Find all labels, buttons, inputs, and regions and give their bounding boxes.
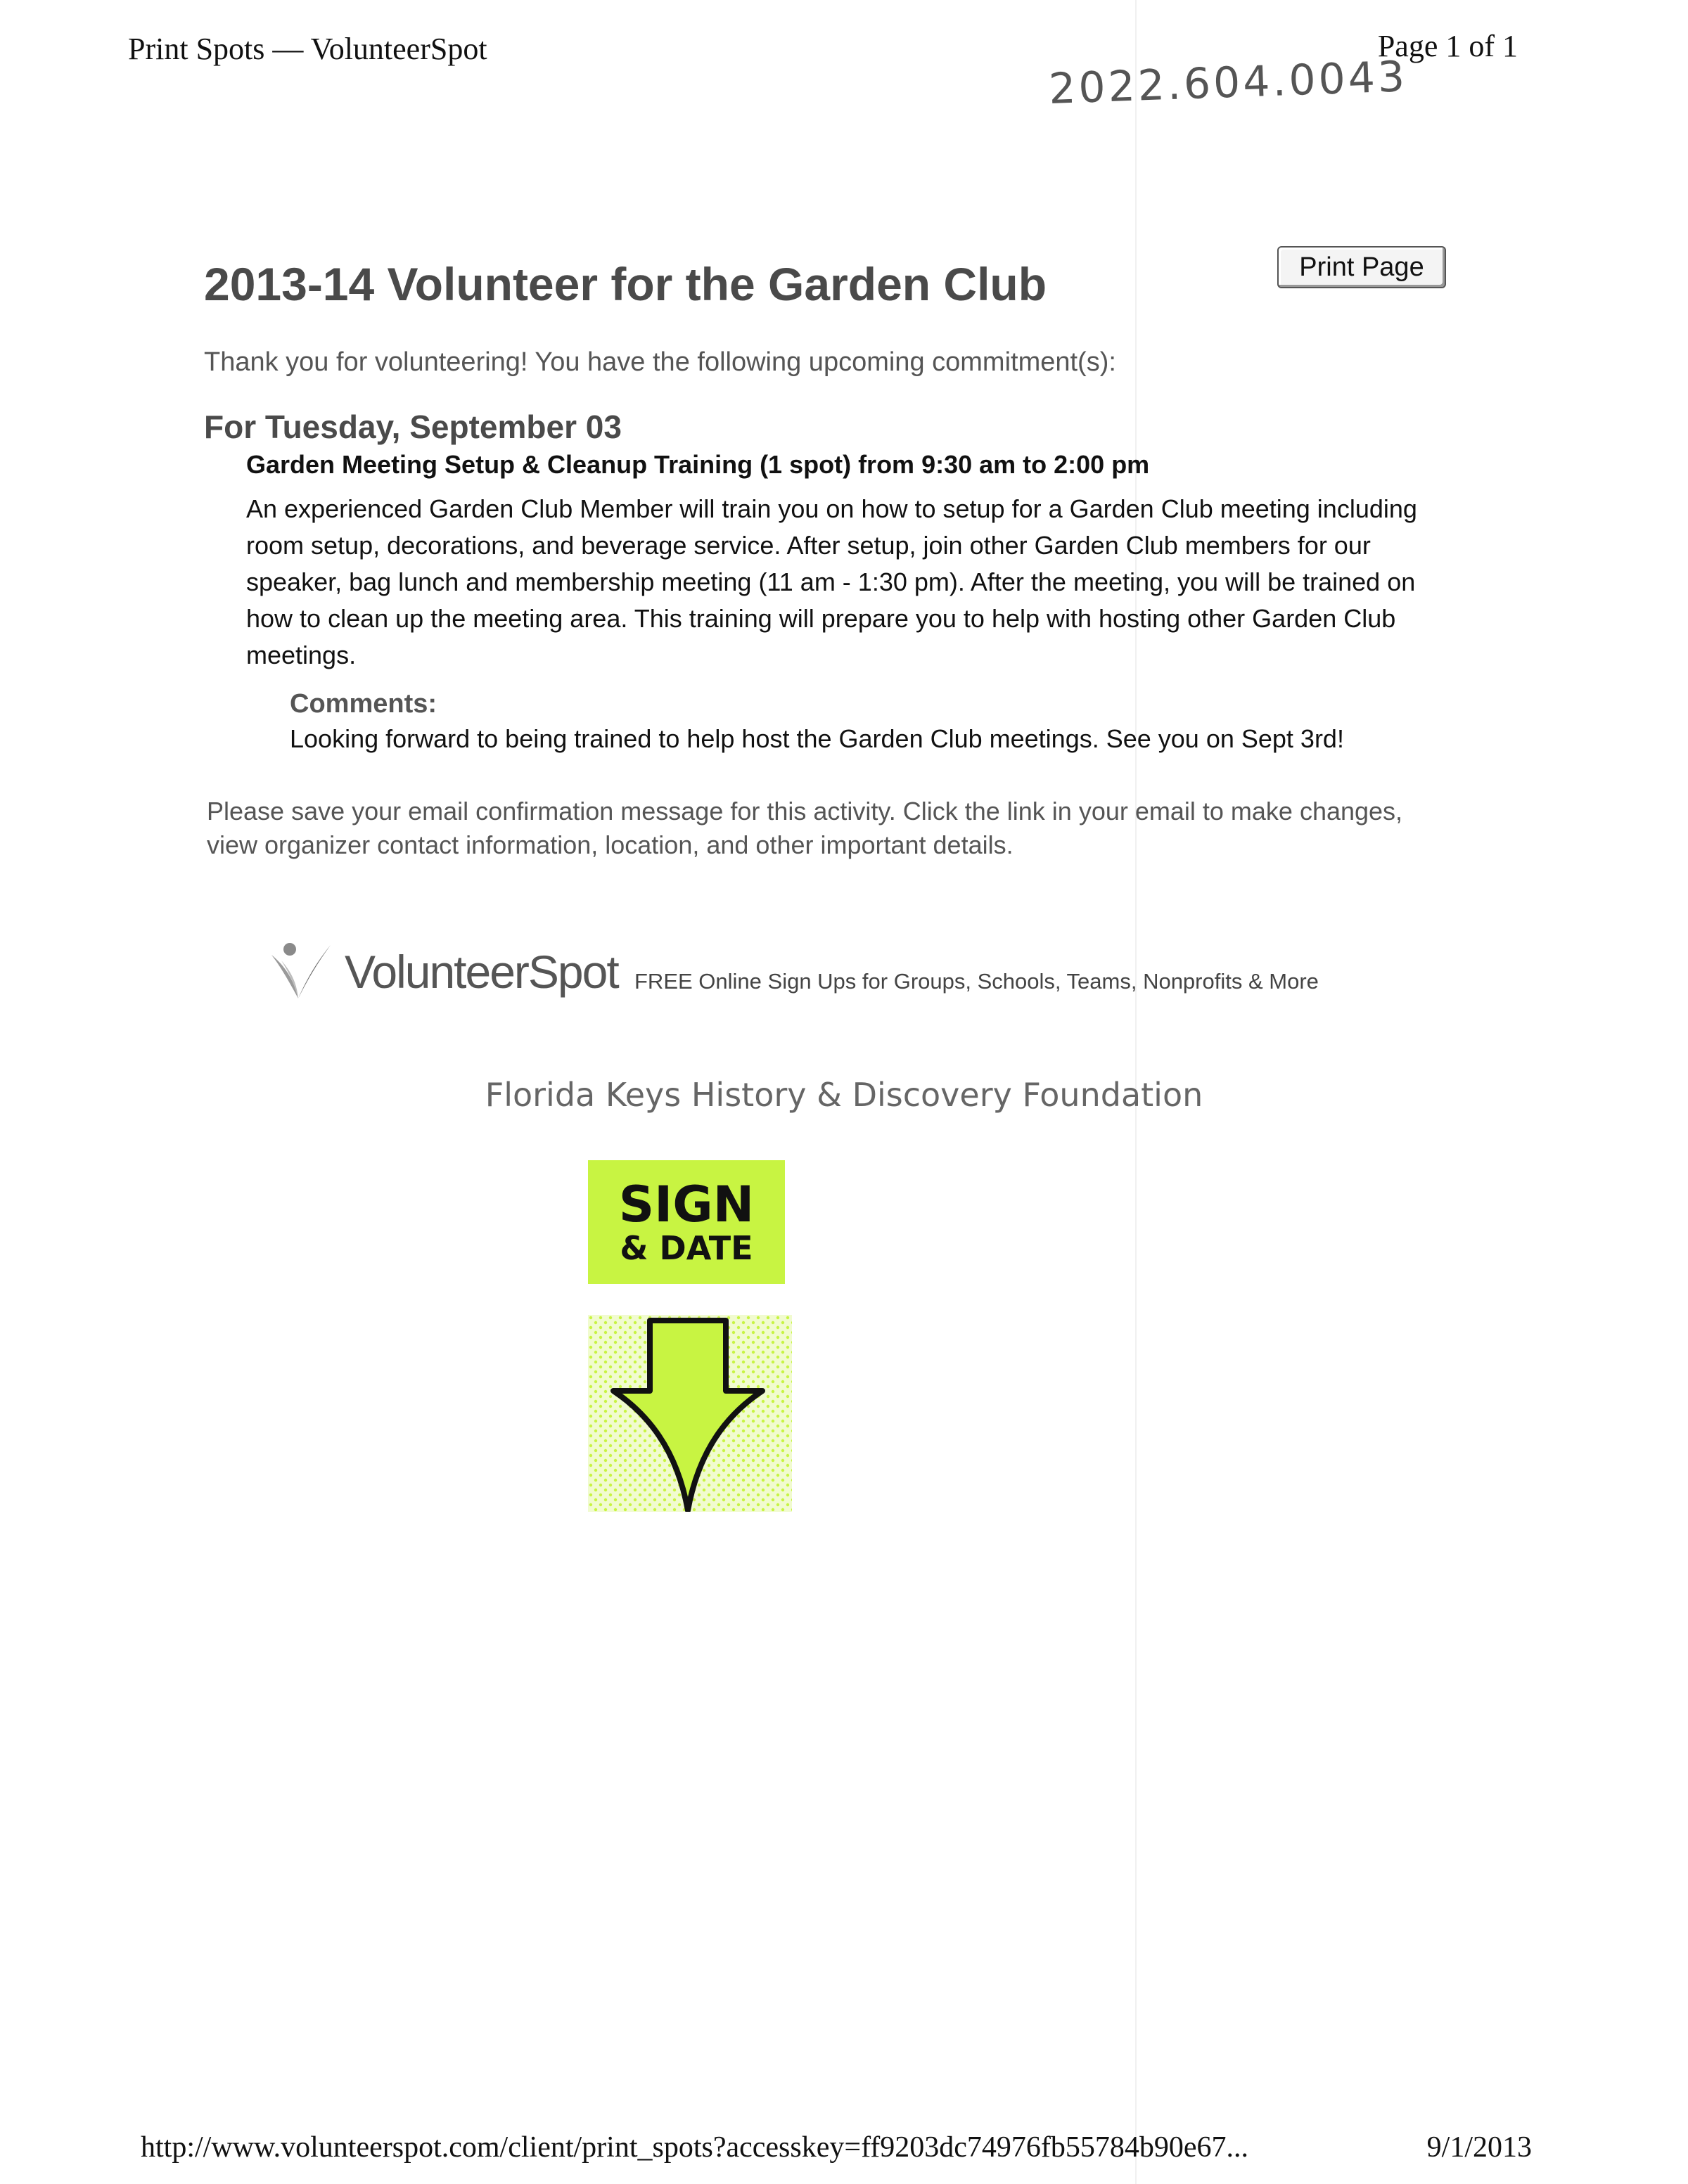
print-header-page-count: Page 1 of 1 (1377, 29, 1518, 63)
sign-flag-line2: & DATE (620, 1229, 753, 1267)
volunteerspot-tagline: FREE Online Sign Ups for Groups, Schools, Teams, Nonprofits & More (634, 969, 1319, 994)
comments-text: Looking forward to being trained to help host the Garden Club meetings. See you on Sept 3rd! (290, 724, 1344, 753)
slot-description: An experienced Garden Club Member will train you on how to setup for a Garden Club meeting including room setup, decorations, and beverage service. After setup, join other Garden Club members for our speaker, bag lunch and membership meeting (11 am - 1:30 pm). After the meeting, you will be trained on how to clean up the meeting area. This training will prepare you to help with hosting other Garden Club meetings. (246, 494, 1417, 669)
sign-flag-line1: SIGN (618, 1176, 755, 1233)
foundation-name: Florida Keys History & Discovery Foundation (485, 1076, 1203, 1114)
page-title: 2013-14 Volunteer for the Garden Club (204, 258, 1047, 310)
print-footer-url: http://www.volunteerspot.com/client/print_spots?accesskey=ff9203dc74976fb55784b90e67... (141, 2131, 1249, 2164)
print-page-button[interactable]: Print Page (1277, 246, 1446, 288)
thank-you-message: Thank you for volunteering! You have the following upcoming commitment(s): (204, 347, 1116, 377)
commitment-date-heading: For Tuesday, September 03 (204, 409, 622, 445)
volunteerspot-logo-icon (266, 939, 336, 1003)
down-arrow-icon (588, 1315, 792, 1512)
volunteerspot-brand-name: VolunteerSpot (345, 946, 618, 998)
print-footer-date: 9/1/2013 (1426, 2131, 1532, 2164)
slot-title: Garden Meeting Setup & Cleanup Training (1 spot) from 9:30 am to 2:00 pm (246, 450, 1150, 479)
sign-and-date-flag (588, 1160, 785, 1284)
handwritten-accession-number: 2022.604.0043 (1048, 52, 1409, 114)
save-confirmation-note: Please save your email confirmation message for this activity. Click the link in your email to make changes, view organizer contact information, location, and other important details. (207, 797, 1403, 859)
comments-label: Comments: (290, 689, 437, 719)
print-header-title: Print Spots — VolunteerSpot (128, 32, 487, 66)
